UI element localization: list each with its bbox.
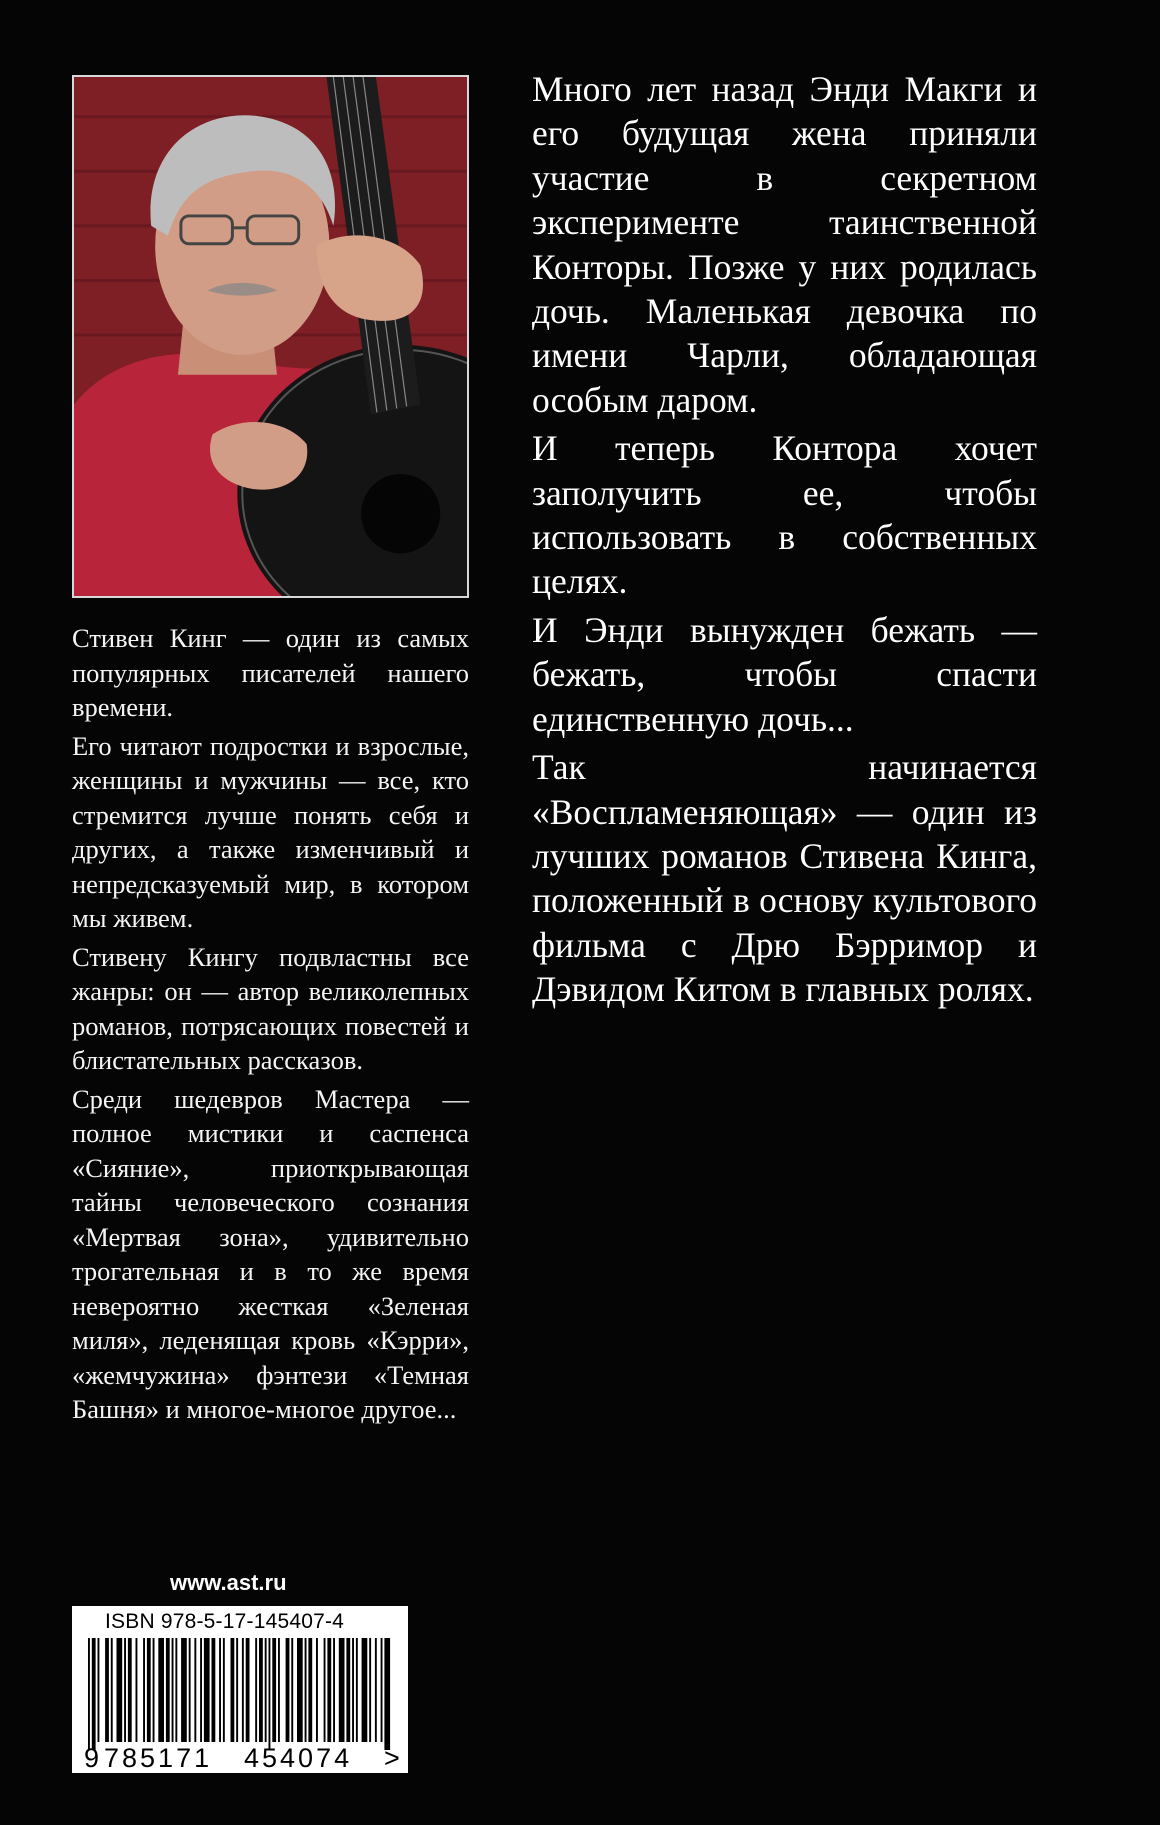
book-blurb-paragraph-4: Так начинается «Воспламеняющая» — один из лучших романов Стивена Кинга, положенный в основу культового фильма с Дрю Бэрримор и Дэвидом Китом в главных ролях.	[532, 747, 1037, 1010]
barcode-bar	[255, 1638, 257, 1742]
barcode-bar	[172, 1638, 174, 1742]
barcode-bar	[305, 1638, 307, 1742]
barcode-bar	[231, 1638, 235, 1742]
book-blurb	[532, 67, 1037, 1016]
barcode-bar	[291, 1638, 293, 1742]
barcode-bars	[86, 1638, 394, 1750]
book-blurb-paragraph-1: Много лет назад Энди Макги и его будущая жена приняли участие в секретном эксперименте таинственной Конторы. Позже у них родилась дочь. Маленькая девочка по имени Чарли, обладающая особым даром.	[532, 69, 1037, 420]
barcode-bar	[242, 1638, 244, 1742]
barcode-bar	[384, 1638, 390, 1750]
barcode-bar	[212, 1638, 216, 1742]
barcode-bar	[272, 1638, 276, 1742]
barcode-bar	[324, 1638, 326, 1742]
barcode-bar	[362, 1638, 368, 1742]
barcode-bar	[153, 1638, 155, 1742]
barcode-digits	[72, 1743, 408, 1773]
barcode-bar	[124, 1638, 126, 1742]
barcode-bar	[111, 1638, 113, 1742]
barcode-bar	[200, 1638, 202, 1742]
barcode-bar	[346, 1638, 350, 1742]
barcode-bar	[236, 1638, 238, 1742]
barcode-bar	[269, 1638, 271, 1750]
barcode-bar	[181, 1638, 187, 1742]
barcode-digits-left: 785171	[104, 1743, 213, 1773]
author-bio-paragraph-4: Среди шедевров Мастера — полное мистики и саспенса «Сияние», приоткрывающая тайны человеческого сознания «Мертвая зона», удивительно трогательная и в то же время невероятно жесткая «Зеленая миля», леденящая кровь «Кэрри», «жемчужина» фэнтези «Темная Башня» и многое-многое другое...	[72, 1083, 469, 1424]
barcode-bar	[369, 1638, 371, 1742]
author-bio-paragraph-1: Стивен Кинг — один из самых популярных писателей нашего времени.	[72, 623, 469, 722]
publisher-url: www.ast.ru	[170, 1570, 287, 1595]
barcode-bar	[223, 1638, 225, 1742]
barcode-bar	[143, 1638, 145, 1742]
barcode-bar	[189, 1638, 191, 1742]
barcode-bar	[136, 1638, 138, 1742]
barcode-bar	[308, 1638, 312, 1742]
barcode-bar	[219, 1638, 221, 1742]
barcode-bar	[194, 1638, 196, 1742]
book-blurb-paragraph-3: И Энди вынужден бежать — бежать, чтобы спасти единственную дочь...	[532, 609, 1037, 739]
barcode-bar	[105, 1638, 109, 1742]
barcode-bar	[352, 1638, 354, 1742]
barcode-bar	[147, 1638, 151, 1742]
barcode-bar	[381, 1638, 383, 1742]
barcode-bar	[375, 1638, 377, 1742]
barcode-digit-lead: 9	[84, 1743, 100, 1773]
isbn-text: ISBN 978-5-17-145407-4	[105, 1610, 345, 1633]
barcode-bar	[297, 1638, 303, 1742]
author-bio-paragraph-2: Его читают подростки и взрослые, женщины и мужчины — все, кто стремится лучше понять себя и других, а также изменчивый и непредсказуемый мир, в котором мы живем.	[72, 730, 469, 933]
barcode-bar	[98, 1638, 100, 1742]
barcode-bar	[316, 1638, 318, 1742]
barcode-quiet-mark: >	[384, 1743, 400, 1773]
barcode-bar	[175, 1638, 177, 1742]
author-bio-paragraph-3: Стивену Кингу подвластны все жанры: он — автор великолепных романов, потрясающих повестей и блистательных рассказов.	[72, 941, 469, 1075]
barcode-bar	[286, 1638, 290, 1742]
barcode-bar	[327, 1638, 331, 1742]
barcode-bar	[204, 1638, 210, 1742]
barcode-bar	[356, 1638, 358, 1742]
barcode-bar	[259, 1638, 263, 1742]
barcode-bar	[166, 1638, 170, 1742]
barcode-bar	[278, 1638, 280, 1742]
barcode-bar	[246, 1638, 250, 1742]
author-bio	[72, 621, 469, 1431]
author-photo-image	[74, 77, 467, 596]
barcode-bar	[265, 1638, 267, 1742]
author-photo	[72, 75, 469, 598]
barcode-bar	[339, 1638, 345, 1742]
barcode-bar	[333, 1638, 335, 1742]
barcode-digits-right: 454074	[244, 1743, 353, 1773]
barcode-bar	[128, 1638, 132, 1742]
barcode-bar	[158, 1638, 164, 1742]
barcode-bar	[92, 1638, 96, 1750]
barcode-label	[72, 1606, 408, 1773]
barcode-bar	[88, 1638, 90, 1750]
book-blurb-paragraph-2: И теперь Контора хочет заполучить ее, чтобы использовать в собственных целях.	[532, 428, 1037, 602]
barcode-bar	[117, 1638, 123, 1742]
